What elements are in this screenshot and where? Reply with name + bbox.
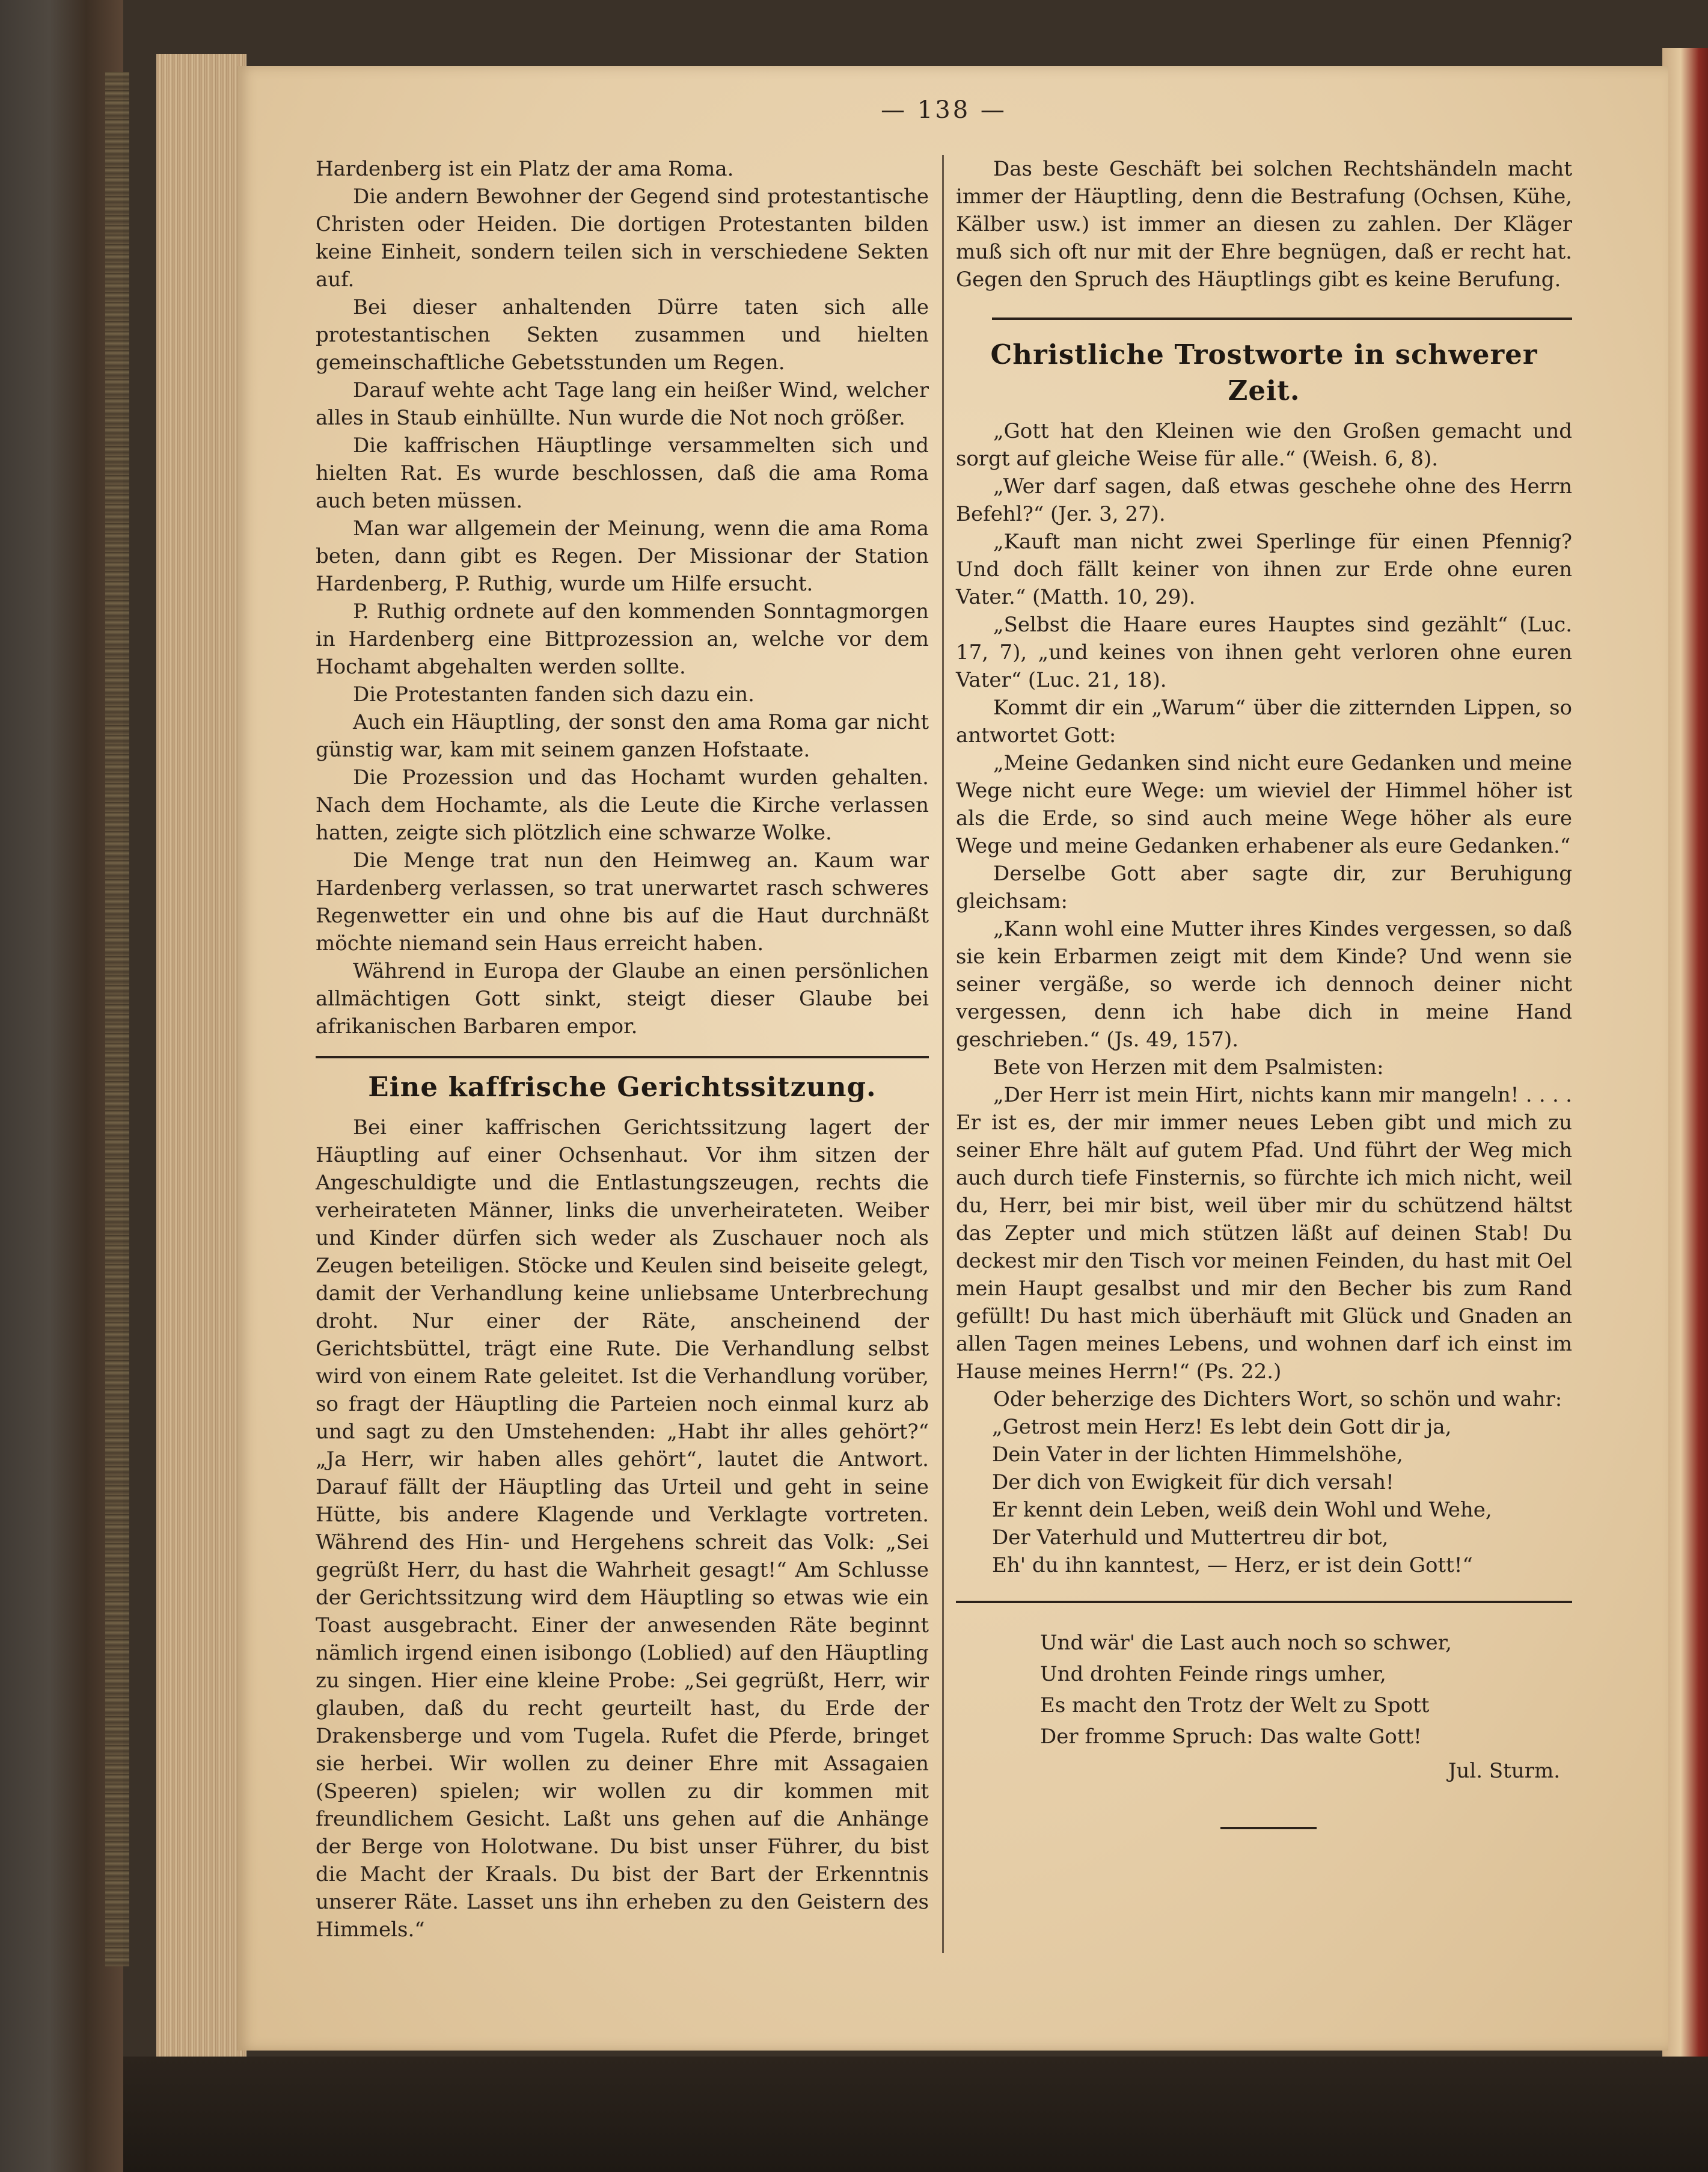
section-rule <box>956 1601 1572 1603</box>
paragraph: Während in Europa der Glaube an einen persönlichen allmächtigen Gott sinkt, steigt dieser Glaube bei afrikanischen Barbaren empor. <box>316 959 929 1038</box>
facing-page-edge <box>1662 48 1708 2081</box>
paragraph: Darauf wehte acht Tage lang ein heißer Wind, welcher alles in Staub einhüllte. Nun wurde die Not noch größer. <box>316 378 929 430</box>
verse-quote <box>956 1413 1572 1579</box>
paragraph: Die Menge trat nun den Heimweg an. Kaum war Hardenberg verlassen, so trat unerwartet rasch schweres Regenwetter ein und ohne bis auf die Haut durchnäßt möchte niemand sein Haus erreicht haben. <box>316 848 929 956</box>
left-column <box>316 155 929 1943</box>
paragraph: Die Protestanten fanden sich dazu ein. <box>353 683 755 707</box>
right-column <box>956 155 1572 1829</box>
paragraph: Kommt dir ein „Warum“ über die zitternden Lippen, so antwortet Gott: <box>956 696 1572 747</box>
poem-author: Jul. Sturm. <box>1448 1759 1560 1783</box>
paragraph: Bete von Herzen mit dem Psalmisten: <box>993 1055 1384 1079</box>
paragraph: P. Ruthig ordnete auf den kommenden Sonntagmorgen in Hardenberg eine Bittprozession an, welche vor dem Hochamt abgehalten werden sollte. <box>316 600 929 679</box>
paragraph: Oder beherzige des Dichters Wort, so schön und wahr: <box>993 1387 1563 1411</box>
section-heading: Eine kaffrische Gerichtssitzung. <box>368 1071 877 1103</box>
page-number: — 138 — <box>881 96 1007 124</box>
paragraph: Das beste Geschäft bei solchen Rechtshändeln macht immer der Häuptling, denn die Bestrafung (Ochsen, Kühe, Kälber usw.) ist immer an diesen zu zahlen. Der Kläger muß sich oft nur mit der Ehre begnügen, daß er recht hat. Gegen den Spruch des Häuptlings gibt es keine Berufung. <box>956 157 1572 292</box>
poem-line: Und drohten Feinde rings umher, <box>1040 1662 1386 1686</box>
section-rule <box>316 1056 929 1058</box>
paragraph: „Kann wohl eine Mutter ihres Kindes vergessen, so daß sie kein Erbarmen zeigt mit dem Kinde? Und wenn sie seiner vergäße, so werde ich dennoch deiner nicht vergessen, denn ich habe dich in meine Hand geschrieben.“ (Js. 49, 157). <box>956 917 1572 1052</box>
poem-line: Es macht den Trotz der Welt zu Spott <box>1040 1693 1430 1717</box>
paragraph: Bei dieser anhaltenden Dürre taten sich alle protestantischen Sekten zusammen und hielten gemeinschaftliche Gebetsstunden um Regen. <box>316 295 929 375</box>
verse-line: Eh' du ihn kanntest, — Herz, er ist dein Gott!“ <box>992 1553 1473 1577</box>
paragraph: „Meine Gedanken sind nicht eure Gedanken und meine Wege nicht eure Wege: um wieviel der Himmel höher ist als die Erde, so sind auch meine Wege höher als eure Wege und meine Gedanken erhabener als eure Gedanken.“ <box>956 751 1572 858</box>
paragraph: „Wer darf sagen, daß etwas geschehe ohne des Herrn Befehl?“ (Jer. 3, 27). <box>956 474 1572 526</box>
poem-line: Der fromme Spruch: Das walte Gott! <box>1040 1725 1422 1749</box>
section-heading: Christliche Trostworte in schwerer Zeit. <box>990 339 1538 406</box>
end-rule <box>1220 1827 1317 1829</box>
section-rule <box>992 318 1572 320</box>
paragraph: Bei einer kaffrischen Gerichtssitzung lagert der Häuptling auf einer Ochsenhaut. Vor ihm sitzen der Angeschuldigte und die Entlastungszeugen, rechts die verheirateten Männer, links die unverheirateten. Weiber und Kinder dürfen sich weder als Zuschauer noch als Zeugen beteiligen. Stöcke und Keulen sind beiseite gelegt, damit der Verhandlung keine unliebsame Unterbrechung droht. Nur einer der Räte, anscheinend der Gerichtsbüttel, trägt eine Rute. Die Verhandlung selbst wird von einem Rate geleitet. Ist die Verhandlung vorüber, so fragt der Häuptling die Parteien noch einmal kurz ab und sagt zu den Umstehenden: „Habt ihr alles gehört?“ „Ja Herr, wir haben alles gehört“, lautet die Antwort. Darauf fällt der Häuptling das Urteil und geht in seine Hütte, bis andere Klagende und Verklagte vortreten. Während des Hin- und Hergehens schreit das Volk: „Sei gegrüßt Herr, du hast die Wahrheit gesagt!“ Am Schlusse der Gerichtssitzung wird dem Häuptling so etwas wie ein Toast ausgebracht. Einer der anwesenden Räte beginnt nämlich irgend einen isibongo (Loblied) auf den Häuptling zu singen. Hier eine kleine Probe: „Sei gegrüßt, Herr, wir glauben, daß du recht geurteilt hast, du Erde der Drakensberge und vom Tugela. Rufet die Pferde, bringet sie herbei. Wir wollen zu deiner Ehre mit Assagaien (Speeren) spielen; wir wollen zu dir kommen mit freundlichem Gesicht. Laßt uns gehen auf die Anhänge der Berge von Holotwane. Du bist unser Führer, du bist die Macht der Kraals. Du bist der Bart der Erkenntnis unserer Räte. Lasset uns ihn erheben zu den Geistern des Himmels.“ <box>316 1115 929 1942</box>
poem-line: Und wär' die Last auch noch so schwer, <box>1040 1631 1452 1655</box>
paragraph: „Gott hat den Kleinen wie den Großen gemacht und sorgt auf gleiche Weise für alle.“ (Weish. 6, 8). <box>956 419 1572 471</box>
paragraph: Auch ein Häuptling, der sonst den ama Roma gar nicht günstig war, kam mit seinem ganzen Hofstaate. <box>316 710 929 762</box>
column-divider <box>942 155 944 1953</box>
paragraph: Man war allgemein der Meinung, wenn die ama Roma beten, dann gibt es Regen. Der Missionar der Station Hardenberg, P. Ruthig, wurde um Hilfe ersucht. <box>316 517 929 596</box>
verse-line: Dein Vater in der lichten Himmelshöhe, <box>992 1443 1403 1467</box>
paragraph: Die Prozession und das Hochamt wurden gehalten. Nach dem Hochamte, als die Leute die Kirche verlassen hatten, zeigte sich plötzlich eine schwarze Wolke. <box>316 765 929 845</box>
paragraph: „Der Herr ist mein Hirt, nichts kann mir mangeln! . . . . Er ist es, der mir immer neues Leben gibt und mich zu seiner Ehre hält auf gutem Pfad. Und führt der Weg mich auch durch tiefe Finsternis, so fürchte ich mich nicht, weil du, Herr, bei mir bist, weil über mir du schützend hältst das Zepter und mich stützen läßt auf deinen Stab! Du deckest mir den Tisch vor meinen Feinden, du hast mit Oel mein Haupt gesalbst und mir den Becher bis zum Rand gefüllt! Du hast mich überhäuft mit Glück und Gnaden an allen Tagen meines Lebens, und wohnen darf ich einst im Hause meines Herrn!“ (Ps. 22.) <box>956 1083 1572 1384</box>
paragraph: „Selbst die Haare eures Hauptes sind gezählt“ (Luc. 17, 7), „und keines von ihnen geht verloren ohne euren Vater“ (Luc. 21, 18). <box>956 613 1572 692</box>
paragraph: Derselbe Gott aber sagte dir, zur Beruhigung gleichsam: <box>956 862 1572 913</box>
paragraph: Die andern Bewohner der Gegend sind protestantische Christen oder Heiden. Die dortigen Protestanten bilden keine Einheit, sondern teilen sich in verschiedene Sekten auf. <box>316 185 929 292</box>
book-bottom-shadow <box>123 2057 1708 2172</box>
verse-line: Der dich von Ewigkeit für dich versah! <box>992 1470 1394 1494</box>
marbled-edge <box>105 72 129 1966</box>
page-stack-edge <box>156 54 246 2057</box>
paragraph: „Kauft man nicht zwei Sperlinge für einen Pfennig? Und doch fällt keiner von ihnen zur Erde ohne euren Vater.“ (Matth. 10, 29). <box>956 530 1572 609</box>
paragraph: Die kaffrischen Häuptlinge versammelten sich und hielten Rat. Es wurde beschlossen, daß die ama Roma auch beten müssen. <box>316 434 929 513</box>
verse-line: Er kennt dein Leben, weiß dein Wohl und Wehe, <box>992 1498 1492 1522</box>
paragraph: Hardenberg ist ein Platz der ama Roma. <box>316 157 734 181</box>
verse-line: Der Vaterhuld und Muttertreu dir bot, <box>992 1526 1389 1550</box>
closing-poem <box>956 1627 1572 1752</box>
verse-line: „Getrost mein Herz! Es lebt dein Gott dir ja, <box>992 1415 1452 1439</box>
